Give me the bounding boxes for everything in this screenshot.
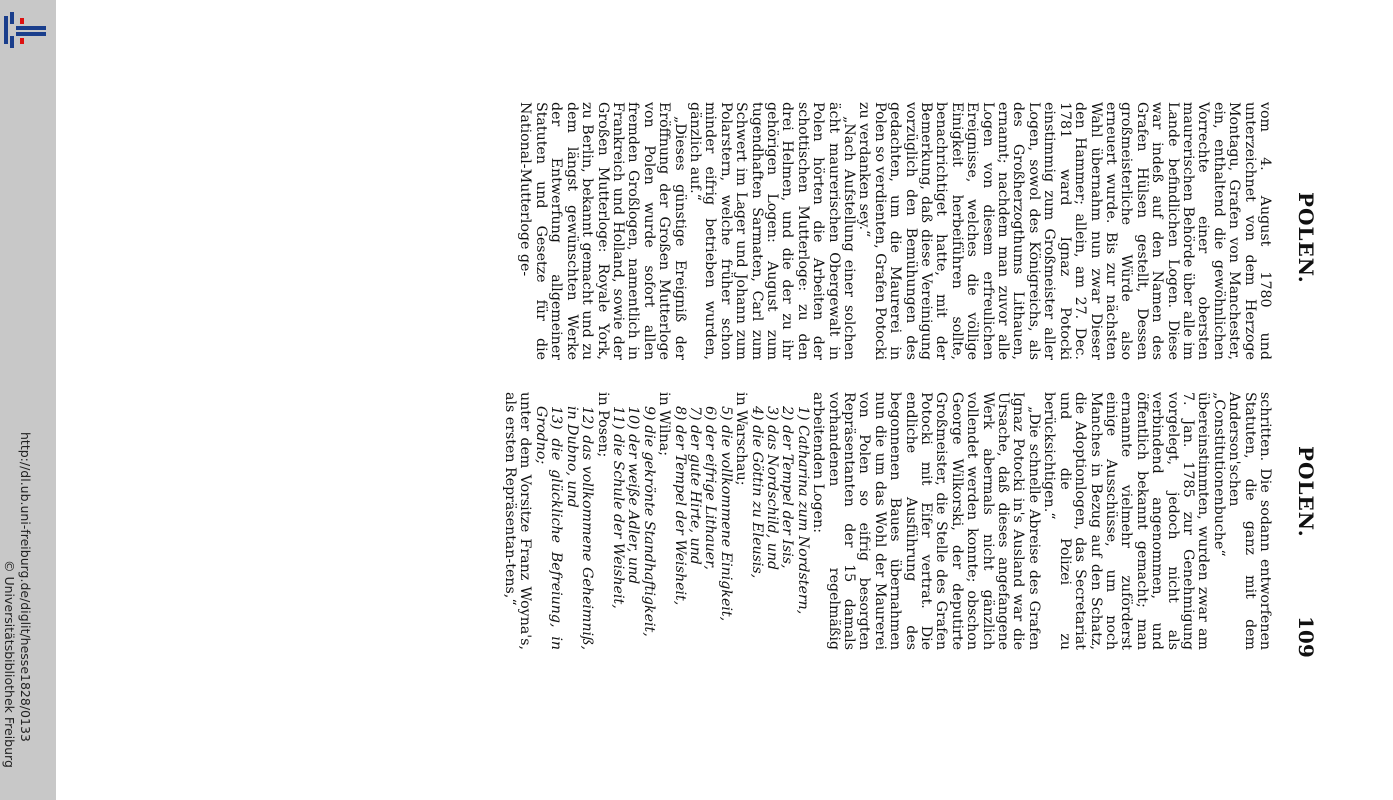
list-item: 7) der gute Hirte, und [686, 406, 703, 565]
place-label: in Wilna; [656, 392, 673, 456]
list-item: 4) die Göttin zu Eleusis, [748, 406, 765, 579]
list-item: 8) der Tempel der Weisheit, [671, 406, 688, 606]
university-logo-icon[interactable] [4, 12, 48, 48]
list-item: 11) die Schule der Weisheit, [609, 406, 626, 609]
paragraph: „Die schnelle Abreise des Grafen Ignaz Potocki in's Ausland war die Ursache, daß dieses angefangene Werk abermals nicht gänzlich vollendet werden konnte; obschon George Wilkorski, der deputirte Großmeister, die Stelle des Grafen Potocki mit Eifer vertrat. Die endliche Ausführung des begonnenen Baues übernahmen nun die um das Wohl der Maurerei von Polen so eifrig besorgten Repräsentanten der 15 damals vorhandenen regelmäßig arbeitenden Logen: [810, 392, 1042, 650]
place-label: in Posen; [594, 392, 611, 458]
paragraph: „Dieses günstige Ereigniß der Eröffnung der Großen Mutterloge von Polen wurde sofort allen fremden Großlogen, namentlich in Frankreich und Holland, sowie der Großen Mutterloge: Royale York, zu Berlin, bekannt gemacht und zu dem längst gewünschten Werke der Entwerfung allgemeiner Statuten und Gesetze für die National-Mutterloge ge- [517, 102, 688, 360]
list-item: 9) die gekrönte Standhaftigkeit, [640, 406, 657, 637]
list-item: 12) das vollkommene Geheimniß, in Dubno, und [563, 406, 596, 650]
list-item: 13) die glückliche Befreiung, in Grodno; [532, 406, 565, 650]
url-label[interactable]: http://dl.ub.uni-freiburg.de/diglit/hesse1828/0133 [18, 432, 33, 742]
left-column [517, 102, 1272, 360]
list-item: 1) Catharina zum Nordstern, [794, 406, 811, 615]
paragraph: schritten. Die sodann entworfenen Statuten, die ganz mit dem Anderson'schen „Constitutionenbuche“ übereinstimmten, wurden zwar am 7. Jan. 1785 zur Genehmigung vorgelegt, jedoch nicht als verbindend angenommen, und öffentlich bekannt gemacht; man ernannte vielmehr zuförderst einige Ausschüsse, um noch Manches in Bezug auf den Schatz, die Adoptionlogen, das Secretariat und die Polizei zu berücksichtigen.“ [1041, 392, 1273, 650]
right-column [502, 392, 1272, 650]
header-right: POLEN. [1294, 446, 1318, 538]
paragraph: „Nach Aufstellung einer solchen ächt maurerischen Obergewalt in Polen hörten die Arbeiten der schottischen Mutterloge: zu den drei Helmen, und die der zu ihr gehörigen Logen: August zum tugendhaften Sarmaten, Carl zum Schwert im Lager und Johann zum Polarstern, welche früher schon minder eifrig betrieben wurden, gänzlich auf.“ [686, 102, 858, 360]
copyright-label: © Universitätsbibliothek Freiburg [2, 560, 17, 768]
place-label: in Warschau; [733, 392, 750, 486]
sidebar [0, 0, 56, 800]
page-number: 109 [1294, 616, 1318, 658]
list-item: 3) das Nordschild, und [764, 406, 780, 571]
list-item: 2) der Tempel der Isis, [779, 406, 796, 569]
paragraph: vom 4. August 1780 und unterzeichnet von dem Herzoge Montagu, Grafen von Manchester, ein, enthaltend die gewöhnlichen Vorrechte einer obersten maurerischen Behörde über alle im Lande befindlichen Logen. Diese war indeß auf den Namen des Grafen Hülsen gestellt, Dessen großmeisterliche Würde also erneuert wurde. Bis zur nächsten Wahl übernahm nun zwar Dieser den Hammer; allein, am 27. Dec. 1781 ward Ignaz Potocki einstimmig zum Großmeister aller Logen, sowol des Königreichs, als des Großherzogthums Lithauen, ernannt; nachdem man zuvor alle Logen von diesem erfreulichen Ereignisse, welches die völlige Einigkeit herbeiführen sollte, benachrichtiget hatte, mit der Bemerkung, daß diese Vereinigung vorzüglich den Bemühungen des gedachten, um die Maurerei in Polen so verdienten, Grafen Potocki zu verdanken sey.“ [856, 102, 1273, 360]
scanned-page [56, 0, 1393, 800]
list-item: 5) die vollkommene Einigkeit, [717, 406, 734, 622]
paragraph: unter dem Vorsitze Franz Woyna's, als ersten Repräsentan-tens,“ [502, 392, 534, 650]
header-left: POLEN. [1294, 192, 1318, 284]
list-item: 10) der weiße Adler, und [625, 406, 642, 585]
rotated-page-content [248, 96, 1318, 656]
list-item: 6) der eifrige Lithauer, [702, 406, 719, 570]
